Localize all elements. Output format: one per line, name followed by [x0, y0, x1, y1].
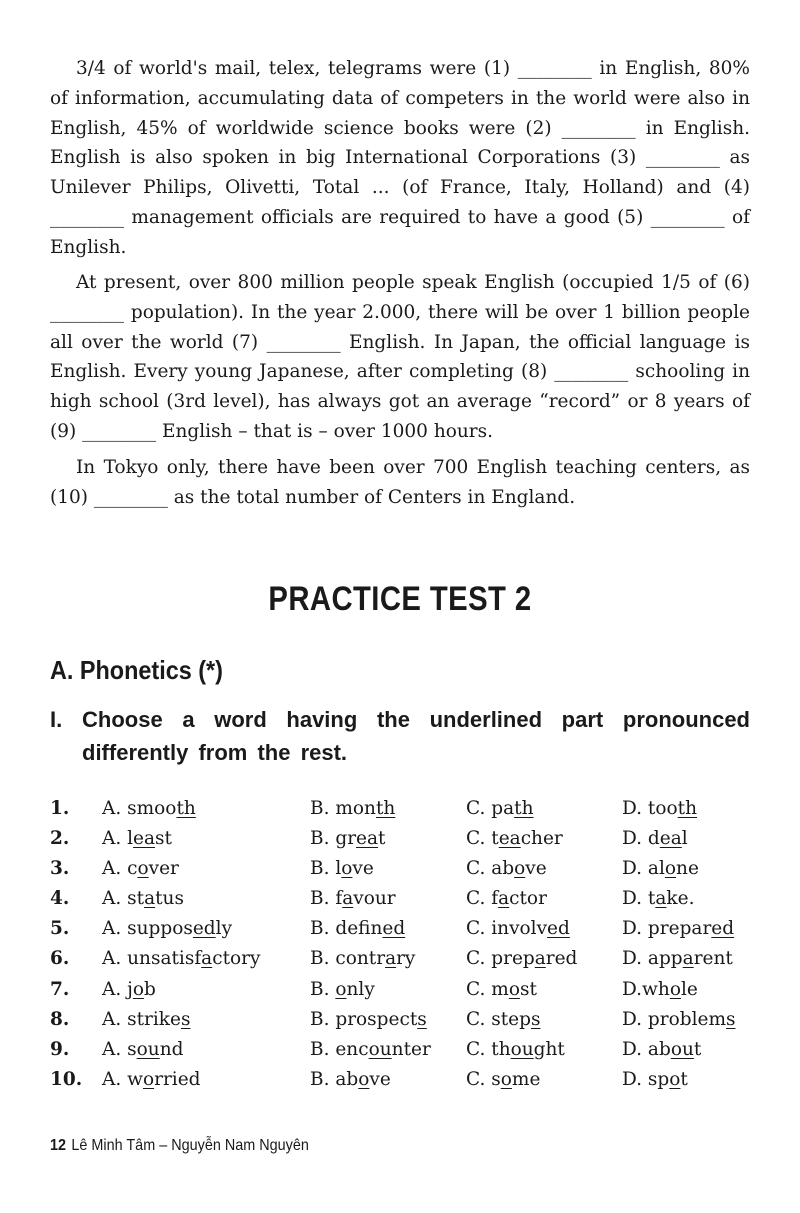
- option-text-post: red: [545, 948, 578, 970]
- underlined-part: th: [375, 798, 396, 819]
- option-text-post: ne: [676, 858, 699, 880]
- option-text-post: nd: [159, 1038, 184, 1060]
- option-text-pre: A. s: [102, 1038, 137, 1060]
- option-text-pre: B. l: [310, 858, 342, 880]
- option-text-post: vour: [353, 888, 396, 910]
- underlined-part: o: [514, 858, 526, 880]
- underlined-part: a: [342, 888, 354, 910]
- underlined-part: o: [132, 978, 144, 1000]
- option-text-pre: A. unsatisf: [102, 948, 202, 970]
- option-text-post: ght: [533, 1038, 565, 1060]
- option-text-pre: A. st: [102, 888, 145, 910]
- question-number: 10.: [50, 1068, 83, 1090]
- question-number: 7.: [50, 978, 70, 1000]
- option-text-post: t: [680, 1068, 688, 1090]
- underlined-part: ed: [192, 918, 216, 940]
- option-text-pre: C. s: [466, 1068, 501, 1090]
- option-text-post: me: [511, 1068, 541, 1090]
- question-number: 8.: [50, 1008, 70, 1030]
- option-text-post: ry: [396, 948, 416, 970]
- option-d: [622, 824, 750, 854]
- underlined-part: ed: [711, 918, 735, 940]
- option-text-post: nter: [391, 1038, 431, 1060]
- underlined-part: o: [669, 978, 681, 1000]
- page-number: 12: [50, 1137, 67, 1154]
- underlined-part: th: [176, 798, 196, 819]
- option-text-post: st: [155, 828, 172, 850]
- underlined-part: ou: [670, 1038, 694, 1060]
- question-number: 3.: [50, 858, 70, 880]
- question-row: [50, 1065, 750, 1095]
- option-text-pre: D. problem: [622, 1008, 727, 1030]
- question-row: [50, 944, 750, 974]
- exercise-instruction: [50, 703, 750, 769]
- option-b: [310, 1035, 466, 1065]
- option-c: [466, 884, 622, 914]
- option-text-pre: B. defin: [310, 918, 383, 940]
- option-d: [622, 914, 750, 944]
- test-title: PRACTICE TEST 2: [268, 580, 532, 618]
- option-a: [102, 1005, 310, 1035]
- option-text-pre: A. w: [102, 1068, 143, 1090]
- option-c: [466, 1005, 622, 1035]
- underlined-part: th: [677, 798, 698, 819]
- question-row: [50, 824, 750, 854]
- option-text-post: le: [680, 978, 698, 1000]
- option-text-pre: D. d: [622, 828, 660, 850]
- option-text-post: l: [681, 828, 688, 850]
- option-text-pre: C. involv: [466, 918, 548, 940]
- section-heading-phonetics: A. Phonetics (*): [50, 655, 223, 685]
- option-text-post: cher: [520, 828, 563, 850]
- option-b: [310, 884, 466, 914]
- option-text-post: t: [693, 1038, 702, 1060]
- footer-authors: Lê Minh Tâm – Nguyễn Nam Nguyên: [71, 1137, 309, 1154]
- option-text-pre: B. f: [310, 888, 343, 910]
- option-text-pre: D. ab: [622, 1038, 671, 1060]
- passage-paragraph-1: 3/4 of world's mail, telex, telegrams were (1) ________ in English, 80% of information, accumulating data of competers in the world were also in English, 45% of worldwide science books were (2) ________ in English. English is also spoken in big International Corporations (3) ________ as Unilever Philips, Olivetti, Total ... (of France, Italy, Holland) and (4) ________ management officials are required to have a good (5) ________ of English.: [50, 58, 750, 258]
- option-text-pre: A. strike: [102, 1008, 181, 1030]
- option-text-post: st: [519, 978, 537, 1000]
- option-text-pre: B. contr: [310, 948, 386, 970]
- option-b: [310, 824, 466, 854]
- underlined-part: s: [726, 1008, 736, 1030]
- underlined-part: ou: [368, 1038, 392, 1060]
- underlined-part: a: [144, 888, 156, 910]
- underlined-part: ed: [547, 918, 570, 940]
- option-text-pre: A. l: [102, 828, 134, 850]
- option-c: [466, 944, 622, 974]
- option-d: [622, 1065, 750, 1095]
- option-d: [622, 944, 750, 974]
- option-text-post: ly: [215, 918, 233, 940]
- underlined-part: o: [669, 1068, 681, 1090]
- option-d: [622, 1005, 750, 1035]
- option-text-pre: D. app: [622, 948, 683, 970]
- underlined-part: o: [500, 1068, 512, 1090]
- option-c: [466, 914, 622, 944]
- option-a: [102, 944, 310, 974]
- underlined-part: ea: [498, 828, 521, 850]
- option-text-pre: C. f: [466, 888, 499, 910]
- passage-paragraph-2: At present, over 800 million people speak English (occupied 1/5 of (6) ________ population). In the year 2.000, there will be over 1 billion people all over the world (7) ________ English. In Japan, the official language is English. Every young Japanese, after completing (8) ________ schooling in high school (3rd level), has always got an average “record” or 8 years of (9) ________ English – that is – over 1000 hours.: [50, 272, 750, 442]
- question-number: 4.: [50, 888, 70, 910]
- underlined-part: o: [142, 1068, 155, 1090]
- option-b: [310, 1065, 466, 1095]
- question-row: [50, 854, 750, 884]
- option-text-pre: C. th: [466, 1038, 511, 1060]
- underlined-part: a: [655, 888, 667, 910]
- underlined-part: o: [664, 858, 677, 880]
- underlined-part: o: [358, 1068, 370, 1090]
- option-text-pre: A. smoo: [102, 798, 177, 819]
- underlined-part: ea: [133, 828, 156, 850]
- underlined-part: ea: [356, 828, 379, 850]
- underlined-part: s: [530, 1008, 541, 1030]
- option-text-pre: C. m: [466, 978, 509, 1000]
- option-text-post: b: [144, 978, 156, 1000]
- option-b: [310, 944, 466, 974]
- option-text-post: ctor: [509, 888, 547, 910]
- option-text-pre: A. j: [102, 978, 133, 1000]
- option-d: [622, 854, 750, 884]
- option-text-pre: C. prep: [466, 948, 535, 970]
- option-c: [466, 1035, 622, 1065]
- underlined-part: o: [341, 858, 353, 880]
- option-text-post: rried: [154, 1068, 201, 1090]
- option-text-post: rent: [693, 948, 733, 970]
- question-number: 9.: [50, 1038, 70, 1060]
- option-c: [466, 824, 622, 854]
- option-text-pre: D. prepar: [622, 918, 712, 940]
- question-number: 6.: [50, 948, 70, 970]
- underlined-part: ou: [136, 1038, 160, 1060]
- option-b: [310, 975, 466, 1005]
- option-d: [622, 884, 750, 914]
- option-text-pre: C. pa: [466, 798, 515, 819]
- option-a: [102, 824, 310, 854]
- option-b: [310, 854, 466, 884]
- instruction-text: Choose a word having the underlined part pronounced differently from the rest.: [82, 707, 750, 765]
- questions-table: [50, 794, 750, 1095]
- option-text-pre: B. gr: [310, 828, 357, 850]
- option-text-pre: A. suppos: [102, 918, 193, 940]
- option-text-pre: B. ab: [310, 1068, 359, 1090]
- underlined-part: a: [385, 948, 397, 970]
- option-c: [466, 854, 622, 884]
- underlined-part: a: [682, 948, 694, 970]
- underlined-part: o: [508, 978, 520, 1000]
- option-a: [102, 1035, 310, 1065]
- option-text-post: t: [378, 828, 386, 850]
- question-number: 5.: [50, 918, 70, 940]
- option-text-pre: D.wh: [622, 978, 670, 1000]
- underlined-part: s: [180, 1008, 191, 1030]
- underlined-part: s: [417, 1008, 427, 1030]
- option-text-pre: C. t: [466, 828, 499, 850]
- underlined-part: o: [137, 858, 149, 880]
- option-text-pre: C. step: [466, 1008, 531, 1030]
- option-a: [102, 854, 310, 884]
- option-text-pre: D. sp: [622, 1068, 670, 1090]
- option-text-pre: B. enc: [310, 1038, 369, 1060]
- option-c: [466, 1065, 622, 1095]
- option-a: [102, 914, 310, 944]
- option-c: [466, 794, 622, 824]
- underlined-part: a: [201, 948, 213, 970]
- option-d: [622, 1035, 750, 1065]
- option-text-pre: C. ab: [466, 858, 515, 880]
- option-text-post: nly: [346, 978, 375, 1000]
- underlined-part: ou: [510, 1038, 534, 1060]
- passage-paragraph-3: In Tokyo only, there have been over 700 English teaching centers, as (10) ________ as the total number of Centers in England.: [50, 457, 750, 508]
- question-row: [50, 914, 750, 944]
- option-text-post: ve: [369, 1068, 391, 1090]
- option-text-pre: D. t: [622, 888, 656, 910]
- underlined-part: a: [498, 888, 510, 910]
- option-text-post: ve: [352, 858, 374, 880]
- underlined-part: o: [335, 978, 347, 1000]
- underlined-part: th: [514, 798, 534, 819]
- option-a: [102, 794, 310, 824]
- option-a: [102, 884, 310, 914]
- underlined-part: ed: [382, 918, 406, 940]
- question-row: [50, 975, 750, 1005]
- underlined-part: ea: [659, 828, 682, 850]
- question-row: [50, 1005, 750, 1035]
- option-text-post: ve: [525, 858, 547, 880]
- option-text-post: ke.: [666, 888, 695, 910]
- option-c: [466, 975, 622, 1005]
- option-b: [310, 1005, 466, 1035]
- option-text-pre: D. too: [622, 798, 678, 819]
- question-number: 2.: [50, 828, 70, 850]
- option-d: [622, 975, 750, 1005]
- option-text-post: ver: [148, 858, 179, 880]
- option-text-post: tus: [155, 888, 184, 910]
- option-text-pre: B. prospect: [310, 1008, 418, 1030]
- question-row: [50, 1035, 750, 1065]
- option-text-pre: D. al: [622, 858, 665, 880]
- option-text-pre: A. c: [102, 858, 138, 880]
- option-d: [622, 794, 750, 824]
- questions-body: [50, 794, 750, 1095]
- instruction-number: I.: [50, 707, 63, 732]
- page-footer: [50, 1137, 309, 1155]
- option-text-post: ctory: [212, 948, 261, 970]
- question-row: [50, 794, 750, 824]
- option-text-pre: B. mon: [310, 798, 376, 819]
- question-number: 1.: [50, 798, 70, 819]
- underlined-part: a: [534, 948, 546, 970]
- question-row: [50, 884, 750, 914]
- option-a: [102, 975, 310, 1005]
- option-b: [310, 794, 466, 824]
- option-b: [310, 914, 466, 944]
- option-text-pre: B.: [310, 978, 336, 1000]
- option-a: [102, 1065, 310, 1095]
